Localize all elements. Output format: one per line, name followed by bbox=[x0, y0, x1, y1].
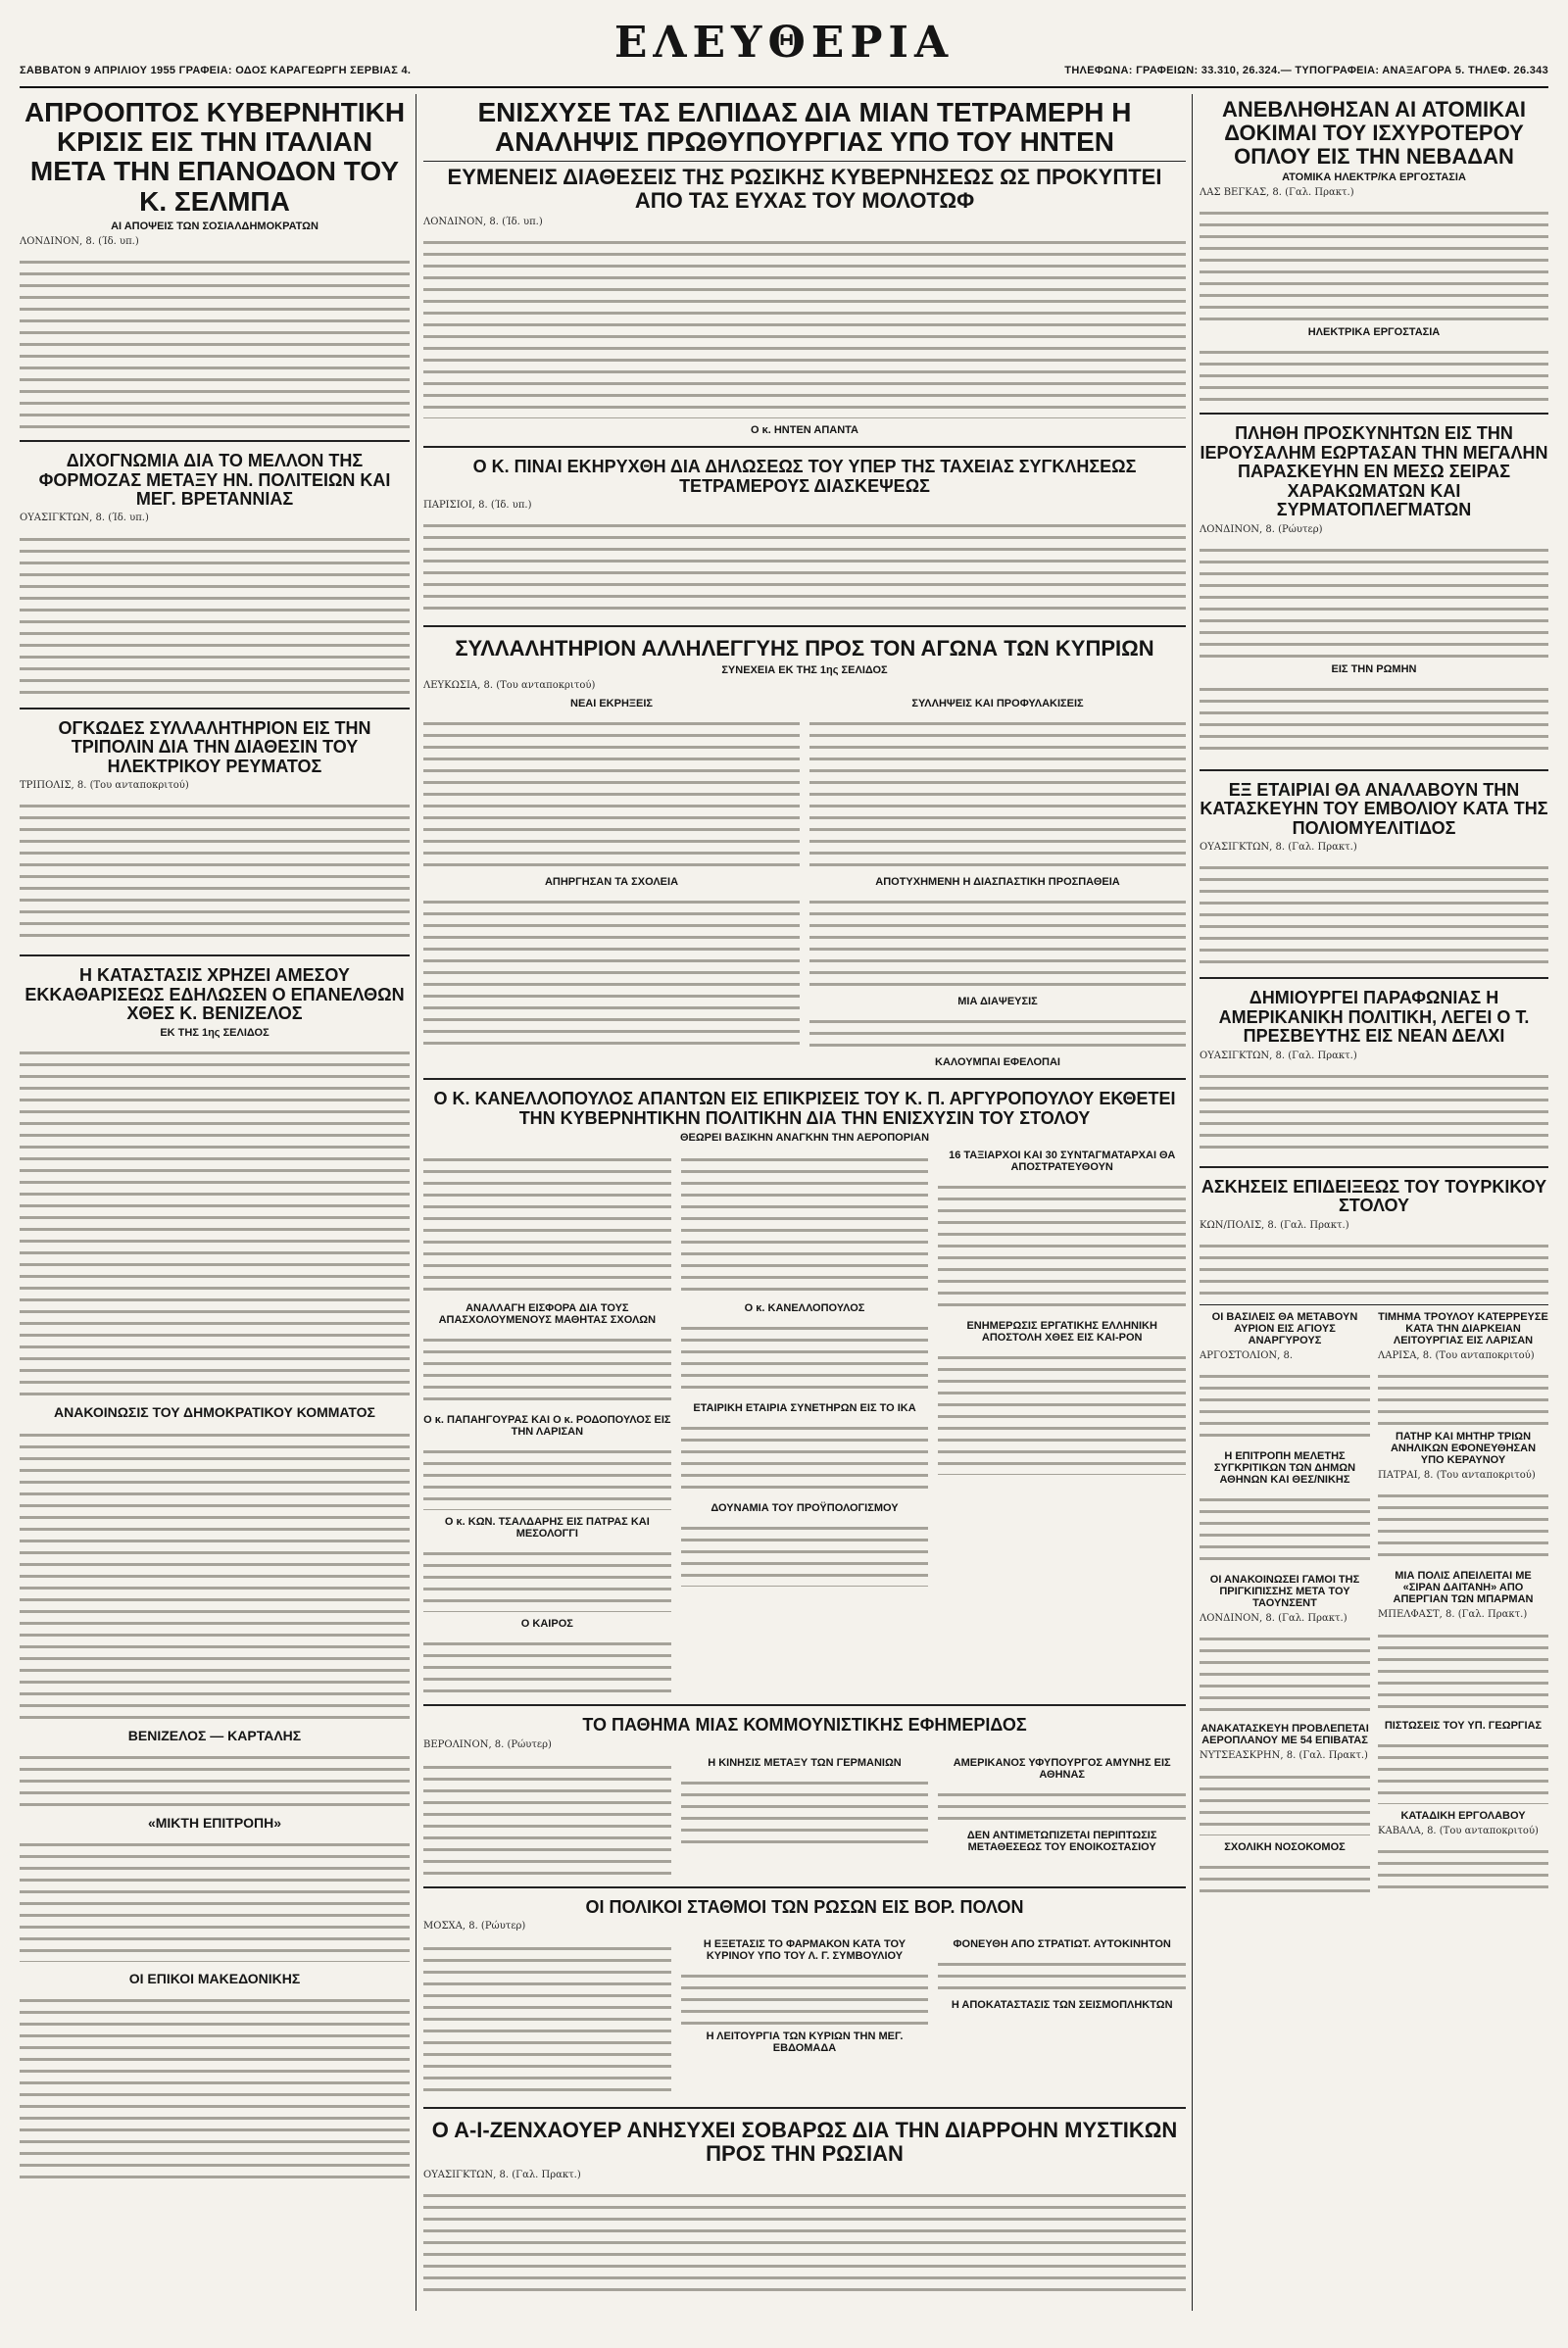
article-venizelos bbox=[20, 962, 410, 1401]
dateline: ΛΑΡΙΣΑ, 8. (Του ανταποκριτού) bbox=[1378, 1349, 1535, 1361]
dateline: ΟΥΑΣΙΓΚΤΩΝ, 8. (Ίδ. υπ.) bbox=[20, 513, 149, 524]
body-text-block bbox=[1200, 1366, 1370, 1444]
article-eden bbox=[423, 94, 1186, 440]
section-title: ΕΝΗΜΕΡΩΣΙΣ ΕΡΓΑΤΙΚΗΣ ΕΛΛΗΝΙΚΗ ΑΠΟΣΤΟΛΗ ΧΘΕΣ ΕΙΣ ΚΑΙ-ΡΟΝ bbox=[966, 1320, 1157, 1345]
dateline: ΛΟΝΔΙΝΟΝ, 8. (Ρώυτερ) bbox=[1200, 523, 1323, 535]
section-title: Η ΛΕΙΤΟΥΡΓΙΑ ΤΩΝ ΚΥΡΙΩΝ ΤΗΝ ΜΕΓ. ΕΒΔΟΜΑΔΑ bbox=[706, 2030, 904, 2055]
divider bbox=[1200, 1304, 1548, 1305]
dateline: ΤΡΙΠΟΛΙΣ, 8. (Του ανταποκριτού) bbox=[20, 779, 189, 791]
headline: ΟΓΚΩΔΕΣ ΣΥΛΛΑΛΗΤΗΡΙΟΝ ΕΙΣ ΤΗΝ ΤΡΙΠΟΛΙΝ ΔΙΑ ΤΗΝ ΔΙΑΘΕΣΙΝ ΤΟΥ ΗΛΕΚΤΡΙΚΟΥ ΡΕΥΜΑΤΟΣ bbox=[58, 717, 371, 776]
divider bbox=[423, 1078, 1186, 1080]
article-pinay bbox=[423, 454, 1186, 619]
dateline: ΟΥΑΣΙΓΚΤΩΝ, 8. (Γαλ. Πρακτ.) bbox=[1200, 842, 1357, 854]
divider bbox=[1200, 977, 1548, 979]
section-title: Ο ΚΑΙΡΟΣ bbox=[520, 1618, 573, 1631]
article-venizelos-kartalis bbox=[20, 1725, 410, 1812]
headline: ΤΟ ΠΑΘΗΜΑ ΜΙΑΣ ΚΟΜΜΟΥΝΙΣΤΙΚΗΣ ΕΦΗΜΕΡΙΔΟΣ bbox=[582, 1715, 1027, 1736]
section-title: ΦΟΝΕΥΘΗ ΑΠΟ ΣΤΡΑΤΙΩΤ. ΑΥΤΟΚΙΝΗΤΟΝ bbox=[953, 1938, 1171, 1951]
column-rule bbox=[1192, 94, 1193, 2311]
divider bbox=[20, 440, 410, 442]
comm-col-1 bbox=[423, 1755, 671, 1881]
body-text-block bbox=[20, 252, 410, 428]
headline: ΑΠΡΟΟΠΤΟΣ ΚΥΒΕΡΝΗΤΙΚΗ ΚΡΙΣΙΣ ΕΙΣ ΤΗΝ ΙΤΑΛΙΑΝ ΜΕΤΑ ΤΗΝ ΕΠΑΝΟΔΟΝ ΤΟΥ Κ. ΣΕΛΜΠΑ bbox=[24, 97, 406, 217]
polar-columns bbox=[423, 1936, 1186, 2101]
section-title: ΕΤΑΙΡΙΚΗ ΕΤΑΙΡΙΑ ΣΥΝΕΤΗΡΩΝ ΕΙΣ ΤΟ ΙΚΑ bbox=[693, 1402, 916, 1415]
polar-col-1 bbox=[423, 1936, 671, 2101]
article-cyprus bbox=[423, 633, 1186, 1072]
headline: ΑΣΚΗΣΕΙΣ ΕΠΙΔΕΙΞΕΩΣ ΤΟΥ ΤΟΥΡΚΙΚΟΥ ΣΤΟΛΟΥ bbox=[1200, 1176, 1547, 1216]
section-title: Η ΚΙΝΗΣΙΣ ΜΕΤΑΞΥ ΤΩΝ ΓΕΡΜΑΝΙΩΝ bbox=[708, 1756, 902, 1769]
section-title: ΟΙ ΒΑΣΙΛΕΙΣ ΘΑ ΜΕΤΑΒΟΥΝ ΑΥΡΙΟΝ ΕΙΣ ΑΓΙΟΥΣ ΑΝΑΡΓΥΡΟΥΣ bbox=[1211, 1310, 1358, 1346]
body-text-block bbox=[1200, 1236, 1548, 1295]
subheadline: ΕΚ ΤΗΣ 1ης ΣΕΛΙΔΟΣ bbox=[160, 1027, 270, 1040]
section-title: ΚΑΤΑΔΙΚΗ ΕΡΓΟΛΑΒΟΥ bbox=[1400, 1809, 1526, 1822]
cyprus-col-2 bbox=[809, 696, 1186, 1072]
headline: ΔΗΜΙΟΥΡΓΕΙ ΠΑΡΑΦΩΝΙΑΣ Η ΑΜΕΡΙΚΑΝΙΚΗ ΠΟΛΙΤΙΚΗ, ΛΕΓΕΙ Ο Τ. ΠΡΕΣΒΕΥΤΗΣ ΕΙΣ ΝΕΑΝ ΔΕΛΧΙ bbox=[1218, 988, 1530, 1047]
article-turkish-fleet bbox=[1200, 1174, 1548, 1300]
headline: ΕΞ ΕΤΑΙΡΙΑΙ ΘΑ ΑΝΑΛΑΒΟΥΝ ΤΗΝ ΚΑΤΑΣΚΕΥΗΝ ΤΟΥ ΕΜΒΟΛΙΟΥ ΚΑΤΑ ΤΗΣ ΠΟΛΙΟΜΥΕΛΙΤΙΔΟΣ bbox=[1200, 779, 1548, 838]
communist-columns bbox=[423, 1755, 1186, 1881]
date-line: ΣΑΒΒΑΤΟΝ 9 ΑΠΡΙΛΙΟΥ 1955 bbox=[20, 65, 176, 76]
body-text-block bbox=[20, 1990, 410, 2186]
section-title: ΔΕΝ ΑΝΤΙΜΕΤΩΠΙΖΕΤΑΙ ΠΕΡΙΠΤΩΣΙΣ ΜΕΤΑΘΕΣΕΩΣ ΤΟΥ ΕΝΟΙΚΟΣΤΑΣΙΟΥ bbox=[966, 1829, 1157, 1853]
dateline: ΠΑΤΡΑΙ, 8. (Του ανταποκριτού) bbox=[1378, 1470, 1536, 1482]
dateline: ΚΑΒΑΛΑ, 8. (Του ανταποκριτού) bbox=[1378, 1825, 1539, 1836]
dateline: ΝΥΤΣΕΑΣΚΡΗΝ, 8. (Γαλ. Πρακτ.) bbox=[1200, 1750, 1368, 1762]
signature: ΚΑΛΟΥΜΠΑΙ ΕΦΕΛΟΠΑΙ bbox=[935, 1056, 1060, 1069]
section-title: ΣΧΟΛΙΚΗ ΝΟΣΟΚΟΜΟΣ bbox=[1224, 1840, 1346, 1853]
body-text-block bbox=[1378, 1841, 1548, 1890]
divider bbox=[423, 2107, 1186, 2109]
body-text-block bbox=[938, 1954, 1186, 1993]
kanellopoulos-columns bbox=[423, 1148, 1186, 1698]
body-text-block bbox=[423, 1150, 671, 1296]
address-line: ΓΡΑΦΕΙΑ: ΟΔΟΣ ΚΑΡΑΓΕΩΡΓΗ ΣΕΡΒΙΑΣ 4. bbox=[178, 65, 412, 76]
newspaper-title: ΕΛΕΥΘΕΡΙΑ bbox=[613, 18, 955, 68]
body-text-block bbox=[1200, 857, 1548, 965]
section-title: ΣΥΛΛΗΨΕΙΣ ΚΑΙ ΠΡΟΦΥΛΑΚΙΣΕΙΣ bbox=[911, 698, 1084, 710]
headline: ΒΕΝΙΖΕΛΟΣ — ΚΑΡΤΑΛΗΣ bbox=[127, 1727, 302, 1743]
section-title: ΑΜΕΡΙΚΑΝΟΣ ΥΦΥΠΟΥΡΓΟΣ ΑΜΥΝΗΣ ΕΙΣ ΑΘΗΝΑΣ bbox=[953, 1756, 1171, 1781]
section-title: ΑΝΑΛΛΑΓΗ ΕΙΣΦΟΡΑ ΔΙΑ ΤΟΥΣ ΑΠΑΣΧΟΛΟΥΜΕΝΟΥΣ ΜΑΘΗΤΑΣ ΣΧΟΛΩΝ bbox=[438, 1302, 657, 1327]
dateline: ΜΠΕΛΦΑΣΤ, 8. (Γαλ. Πρακτ.) bbox=[1378, 1609, 1528, 1621]
body-text-block bbox=[20, 529, 410, 696]
kan-col-1 bbox=[423, 1148, 671, 1698]
headline: Ο Κ. ΠΙΝΑΙ ΕΚΗΡΥΧΘΗ ΔΙΑ ΔΗΛΩΣΕΩΣ ΤΟΥ ΥΠΕΡ ΤΗΣ ΤΑΧΕΙΑΣ ΣΥΓΚΛΗΣΕΩΣ ΤΕΤΡΑΜΕΡΟΥΣ ΔΙΑΣΚΕΨΕΩΣ bbox=[472, 457, 1137, 496]
dateline: ΟΥΑΣΙΓΚΤΩΝ, 8. (Γαλ. Πρακτ.) bbox=[423, 2169, 581, 2180]
masthead bbox=[20, 18, 1548, 88]
section-title: 16 ΤΑΞΙΑΡΧΟΙ ΚΑΙ 30 ΣΥΝΤΑΓΜΑΤΑΡΧΑΙ ΘΑ ΑΠΟΣΤΡΑΤΕΥΘΟΥΝ bbox=[949, 1150, 1176, 1174]
body-text-block bbox=[681, 1966, 929, 2025]
body-text-block bbox=[423, 232, 1186, 418]
body-text-block bbox=[938, 1785, 1186, 1824]
body-text-block bbox=[1200, 1490, 1370, 1568]
article-eisenhower bbox=[423, 2115, 1186, 2299]
article-makedonikoi bbox=[20, 1968, 410, 2192]
body-text-block bbox=[423, 515, 1186, 613]
headline: «ΜΙΚΤΗ ΕΠΙΤΡΟΠΗ» bbox=[147, 1814, 282, 1831]
dateline: ΑΡΓΟΣΤΟΛΙΟΝ, 8. bbox=[1200, 1349, 1294, 1361]
subheadline: ΘΕΩΡΕΙ ΒΑΣΙΚΗΝ ΑΝΑΓΚΗΝ ΤΗΝ ΑΕΡΟΠΟΡΙΑΝ bbox=[679, 1132, 930, 1145]
section-title: Ο κ. ΠΑΠΑΗΓΟΥΡΑΣ ΚΑΙ Ο κ. ΡΟΔΟΠΟΥΛΟΣ ΕΙΣ ΤΗΝ ΛΑΡΙΣΑΝ bbox=[423, 1414, 671, 1439]
section-title: Η ΕΠΙΤΡΟΠΗ ΜΕΛΕΤΗΣ ΣΥΓΚΡΙΤΙΚΩΝ ΤΩΝ ΔΗΜΩΝ ΑΘΗΝΩΝ ΚΑΙ ΘΕΣ/ΝΙΚΗΣ bbox=[1213, 1450, 1356, 1487]
article-anakoinosis bbox=[20, 1401, 410, 1724]
dateline: ΜΟΣΧΑ, 8. (Ρώυτερ) bbox=[423, 1921, 526, 1932]
article-tripoli bbox=[20, 715, 410, 950]
body-text-block bbox=[1378, 1736, 1548, 1804]
section-title: ΠΙΣΤΩΣΕΙΣ ΤΟΥ ΥΠ. ΓΕΩΡΓΙΑΣ bbox=[1384, 1719, 1543, 1732]
section-title: ΔΟΥΝΑΜΙΑ ΤΟΥ ΠΡΟΫΠΟΛΟΓΙΣΜΟΥ bbox=[710, 1502, 899, 1515]
body-text-block bbox=[809, 713, 1186, 870]
article-nevada bbox=[1200, 94, 1548, 407]
body-text-block bbox=[1200, 342, 1548, 401]
headline: ΑΝΕΒΛΗΘΗΣΑΝ ΑΙ ΑΤΟΜΙΚΑΙ ΔΟΚΙΜΑΙ ΤΟΥ ΙΣΧΥΡΟΤΕΡΟΥ ΟΠΛΟΥ ΕΙΣ ΤΗΝ ΝΕΒΑΔΑΝ bbox=[1221, 97, 1526, 169]
polar-col-3 bbox=[938, 1936, 1186, 2101]
polar-col-2 bbox=[681, 1936, 929, 2101]
kan-col-2 bbox=[681, 1148, 929, 1698]
body-text-block bbox=[1378, 1486, 1548, 1564]
headline: ΟΙ ΕΠΙΚΟΙ ΜΑΚΕΔΟΝΙΚΗΣ bbox=[128, 1970, 301, 1986]
dateline: ΛΑΣ ΒΕΓΚΑΣ, 8. (Γαλ. Πρακτ.) bbox=[1200, 187, 1354, 199]
body-text-block bbox=[423, 1330, 671, 1408]
divider bbox=[1200, 1166, 1548, 1168]
subheadline: ΣΥΝΕΧΕΙΑ ΕΚ ΤΗΣ 1ης ΣΕΛΙΔΟΣ bbox=[721, 664, 888, 676]
cyprus-columns bbox=[423, 696, 1186, 1072]
headline: ΕΝΙΣΧΥΣΕ ΤΑΣ ΕΛΠΙΔΑΣ ΔΙΑ ΜΙΑΝ ΤΕΤΡΑΜΕΡΗ Η ΑΝΑΛΗΨΙΣ ΠΡΩΘΥΠΟΥΡΓΙΑΣ ΥΠΟ ΤΟΥ ΗΝΤΕΝ bbox=[477, 97, 1132, 158]
headline: ΣΥΛΛΑΛΗΤΗΡΙΟΝ ΑΛΛΗΛΕΓΓΥΗΣ ΠΡΟΣ ΤΟΝ ΑΓΩΝΑ ΤΩΝ ΚΥΠΡΙΩΝ bbox=[455, 636, 1154, 661]
section-title: ΠΑΤΗΡ ΚΑΙ ΜΗΤΗΡ ΤΡΙΩΝ ΑΝΗΛΙΚΩΝ ΕΦΟΝΕΥΘΗΣΑΝ ΥΠΟ ΚΕΡΑΥΝΟΥ bbox=[1390, 1431, 1537, 1467]
divider bbox=[423, 446, 1186, 448]
divider bbox=[423, 161, 1186, 162]
body-text-block bbox=[1200, 1857, 1370, 1896]
body-text-block bbox=[423, 2185, 1186, 2293]
section-title: ΑΤΟΜΙΚΑ ΗΛΕΚΤΡ/ΚΑ ΕΡΓΟΣΤΑΣΙΑ bbox=[1282, 171, 1466, 184]
article-jerusalem bbox=[1200, 420, 1548, 762]
kan-col-3 bbox=[938, 1148, 1186, 1698]
body-text-block bbox=[1200, 1066, 1548, 1154]
headline: ΔΙΧΟΓΝΩΜΙΑ ΔΙΑ ΤΟ ΜΕΛΛΟΝ ΤΗΣ ΦΟΡΜΟΖΑΣ ΜΕΤΑΞΥ ΗΝ. ΠΟΛΙΤΕΙΩΝ ΚΑΙ ΜΕΓ. ΒΡΕΤΑΝΝΙΑΣ bbox=[38, 451, 391, 510]
dateline: ΛΟΝΔΙΝΟΝ, 8. (Ίδ. υπ.) bbox=[20, 235, 139, 247]
body-text-block bbox=[1200, 1629, 1370, 1717]
dateline: ΠΑΡΙΣΙΟΙ, 8. (Ίδ. υπ.) bbox=[423, 500, 532, 512]
center-area bbox=[423, 94, 1186, 2311]
left-column bbox=[20, 94, 410, 2311]
body-text-block bbox=[938, 1177, 1186, 1314]
divider bbox=[20, 954, 410, 956]
right-subcolumns bbox=[1200, 1309, 1548, 1902]
divider bbox=[423, 1886, 1186, 1888]
section-title: Ο κ. ΚΩΝ. ΤΣΑΛΔΑΡΗΣ ΕΙΣ ΠΑΤΡΑΣ ΚΑΙ ΜΕΣΟΛΟΓΓΙ bbox=[444, 1516, 650, 1541]
body-text-block bbox=[1378, 1366, 1548, 1425]
subheadline: ΕΥΜΕΝΕΙΣ ΔΙΑΘΕΣΕΙΣ ΤΗΣ ΡΩΣΙΚΗΣ ΚΥΒΕΡΝΗΣΕΩΣ ΩΣ ΠΡΟΚΥΠΤΕΙ ΑΠΟ ΤΑΣ ΕΥΧΑΣ ΤΟΥ ΜΟΛΟΤΩΦ bbox=[447, 165, 1162, 214]
body-text-block bbox=[423, 892, 800, 1049]
dateline: ΟΥΑΣΙΓΚΤΩΝ, 8. (Γαλ. Πρακτ.) bbox=[1200, 1050, 1357, 1061]
body-text-block bbox=[423, 1757, 671, 1875]
body-text-block bbox=[1378, 1626, 1548, 1714]
body-text-block bbox=[1200, 679, 1548, 758]
subheadline: ΑΙ ΑΠΟΨΕΙΣ ΤΩΝ ΣΟΣΙΑΛΔΗΜΟΚΡΑΤΩΝ bbox=[111, 220, 318, 232]
dateline: ΛΟΝΔΙΝΟΝ, 8. (Γαλ. Πρακτ.) bbox=[1200, 1613, 1348, 1625]
headline: Η ΚΑΤΑΣΤΑΣΙΣ ΧΡΗΖΕΙ ΑΜΕΣΟΥ ΕΚΚΑΘΑΡΙΣΕΩΣ ΕΔΗΛΩΣΕΝ Ο ΕΠΑΝΕΛΘΩΝ ΧΘΕΣ Κ. ΒΕΝΙΖΕΛΟΣ bbox=[24, 965, 405, 1024]
body-text-block bbox=[423, 1938, 671, 2095]
divider bbox=[423, 625, 1186, 627]
body-text-block bbox=[809, 1011, 1186, 1051]
divider bbox=[20, 708, 410, 709]
section-title: ΤΙΜΗΜΑ ΤΡΟΥΛΟΥ ΚΑΤΕΡΡΕΥΣΕ ΚΑΤΑ ΤΗΝ ΔΙΑΡΚΕΙΑΝ ΛΕΙΤΟΥΡΓΙΑΣ ΕΙΣ ΛΑΡΙΣΑΝ bbox=[1378, 1310, 1548, 1346]
eden-reply: Ο κ. ΗΝΤΕΝ ΑΠΑΝΤΑ bbox=[750, 424, 859, 437]
right-subcol-1 bbox=[1200, 1309, 1370, 1902]
headline: ΑΝΑΚΟΙΝΩΣΙΣ ΤΟΥ ΔΗΜΟΚΡΑΤΙΚΟΥ ΚΟΜΜΑΤΟΣ bbox=[54, 1404, 375, 1421]
comm-col-2 bbox=[681, 1755, 929, 1881]
body-text-block bbox=[809, 892, 1186, 990]
section-title: ΑΝΑΚΑΤΑΣΚΕΥΗ ΠΡΟΒΛΕΠΕΤΑΙ ΑΕΡΟΠΛΑΝΟΥ ΜΕ 54 ΕΠΙΒΑΤΑΣ bbox=[1200, 1723, 1369, 1747]
right-subcol-2 bbox=[1378, 1309, 1548, 1902]
headline: ΟΙ ΠΟΛΙΚΟΙ ΣΤΑΘΜΟΙ ΤΩΝ ΡΩΣΩΝ ΕΙΣ ΒΟΡ. ΠΟΛΟΝ bbox=[585, 1896, 1024, 1917]
section-title: ΗΛΕΚΤΡΙΚΑ ΕΡΓΟΣΤΑΣΙΑ bbox=[1307, 326, 1441, 339]
body-text-block bbox=[20, 1425, 410, 1719]
body-text-block bbox=[681, 1518, 929, 1587]
body-text-block bbox=[423, 1442, 671, 1510]
article-formosa bbox=[20, 448, 410, 702]
body-text-block bbox=[681, 1150, 929, 1296]
body-text-block bbox=[20, 796, 410, 943]
body-text-block bbox=[423, 713, 800, 870]
section-title: Η ΑΠΟΚΑΤΑΣΤΑΣΙΣ ΤΩΝ ΣΕΙΣΜΟΠΛΗΚΤΩΝ bbox=[951, 1999, 1173, 2012]
divider bbox=[423, 1704, 1186, 1706]
body-text-block bbox=[938, 1347, 1186, 1475]
article-communist bbox=[423, 1712, 1186, 1881]
article-delhi bbox=[1200, 985, 1548, 1160]
body-text-block bbox=[1200, 1767, 1370, 1835]
page-columns bbox=[20, 94, 1548, 2311]
body-text-block bbox=[423, 1543, 671, 1612]
section-title: ΜΙΑ ΔΙΑΨΕΥΣΙΣ bbox=[957, 996, 1038, 1008]
newspaper-page bbox=[20, 18, 1548, 2311]
comm-col-3 bbox=[938, 1755, 1186, 1881]
article-polar bbox=[423, 1894, 1186, 2102]
section-title: Η ΕΞΕΤΑΣΙΣ ΤΟ ΦΑΡΜΑΚΟΝ ΚΑΤΑ ΤΟΥ ΚΥΡΙΝΟΥ ΥΠΟ ΤΟΥ Λ. Γ. ΣΥΜΒΟΥΛΙΟΥ bbox=[703, 1938, 906, 1963]
section-title: Ο κ. ΚΑΝΕΛΛΟΠΟΥΛΟΣ bbox=[744, 1302, 865, 1315]
headline: ΠΛΗΘΗ ΠΡΟΣΚΥΝΗΤΩΝ ΕΙΣ ΤΗΝ ΙΕΡΟΥΣΑΛΗΜ ΕΩΡΤΑΣΑΝ ΤΗΝ ΜΕΓΑΛΗΝ ΠΑΡΑΣΚΕΥΗΝ ΕΝ ΜΕΣΩ ΣΕΙΡΑΣ ΧΑΡΑΚΩΜΑΤΩΝ ΚΑΙ ΣΥΡΜΑΤΟΠΛΕΓΜΑΤΩΝ bbox=[1200, 423, 1548, 520]
phones-line: ΤΗΛΕΦΩΝΑ: ΓΡΑΦΕΙΩΝ: 33.310, 26.324.— ΤΥΠΟΓΡΑΦΕΙΑ: ΑΝΑΞΑΓΟΡΑ 5. ΤΗΛΕΦ. 26.343 bbox=[1064, 65, 1548, 76]
body-text-block bbox=[681, 1773, 929, 1851]
headline: Ο Α-Ι-ΖΕΝΧΑΟΥΕΡ ΑΝΗΣΥΧΕΙ ΣΟΒΑΡΩΣ ΔΙΑ ΤΗΝ ΔΙΑΡΡΟΗΝ ΜΥΣΤΙΚΩΝ ΠΡΟΣ ΤΗΝ ΡΩΣΙΑΝ bbox=[431, 2118, 1178, 2167]
dateline: ΛΟΝΔΙΝΟΝ, 8. (Ίδ. υπ.) bbox=[423, 216, 543, 227]
divider bbox=[1200, 769, 1548, 771]
article-polio bbox=[1200, 777, 1548, 972]
article-italy bbox=[20, 94, 410, 434]
body-text-block bbox=[681, 1418, 929, 1496]
section-title: ΑΠΟΤΥΧΗΜΕΝΗ Η ΔΙΑΣΠΑΣΤΙΚΗ ΠΡΟΣΠΑΘΕΙΑ bbox=[875, 876, 1120, 889]
body-text-block bbox=[681, 1318, 929, 1396]
body-text-block bbox=[20, 1834, 410, 1962]
divider bbox=[1200, 413, 1548, 415]
article-kanellopoulos bbox=[423, 1086, 1186, 1698]
body-text-block bbox=[1200, 540, 1548, 658]
dateline: ΛΕΥΚΩΣΙΑ, 8. (Του ανταποκριτού) bbox=[423, 680, 596, 691]
cyprus-col-1 bbox=[423, 696, 800, 1072]
section-title: ΜΙΑ ΠΟΛΙΣ ΑΠΕΙΛΕΙΤΑΙ ΜΕ «ΣΙΡΑΝ ΔΑΙΤΑΝΗ» ΑΠΟ ΑΠΕΡΓΙΑΝ ΤΩΝ ΜΠΑΡΜΑΝ bbox=[1393, 1570, 1534, 1606]
body-text-block bbox=[423, 1634, 671, 1692]
section-title: ΟΙ ΑΝΑΚΟΙΝΩΣΕΙ ΓΑΜΟΙ ΤΗΣ ΠΡΙΓΚΙΠΙΣΣΗΣ ΜΕΤΑ ΤΟΥ ΤΑΟΥΝΣΕΝΤ bbox=[1209, 1574, 1360, 1610]
section-title: ΕΙΣ ΤΗΝ ΡΩΜΗΝ bbox=[1331, 662, 1417, 675]
section-title: ΑΠΗΡΓΗΣΑΝ ΤΑ ΣΧΟΛΕΙΑ bbox=[544, 876, 679, 889]
headline: Ο Κ. ΚΑΝΕΛΛΟΠΟΥΛΟΣ ΑΠΑΝΤΩΝ ΕΙΣ ΕΠΙΚΡΙΣΕΙΣ ΤΟΥ Κ. Π. ΑΡΓΥΡΟΠΟΥΛΟΥ ΕΚΘΕΤΕΙ ΤΗΝ ΚΥΒΕΡΝΗΤΙΚΗΝ ΠΟΛΙΤΙΚΗΝ ΔΙΑ ΤΗΝ ΕΝΙΣΧΥΣΙΝ ΤΟΥ ΣΤΟΛΟΥ bbox=[433, 1089, 1176, 1128]
body-text-block bbox=[20, 1043, 410, 1395]
dateline: ΚΩΝ/ΠΟΛΙΣ, 8. (Γαλ. Πρακτ.) bbox=[1200, 1219, 1349, 1231]
right-column bbox=[1200, 94, 1548, 2311]
article-mikti bbox=[20, 1812, 410, 1968]
section-title: ΝΕΑΙ ΕΚΡΗΞΕΙΣ bbox=[570, 698, 653, 710]
body-text-block bbox=[1200, 203, 1548, 320]
dateline: ΒΕΡΟΛΙΝΟΝ, 8. (Ρώυτερ) bbox=[423, 1738, 552, 1750]
body-text-block bbox=[20, 1747, 410, 1806]
